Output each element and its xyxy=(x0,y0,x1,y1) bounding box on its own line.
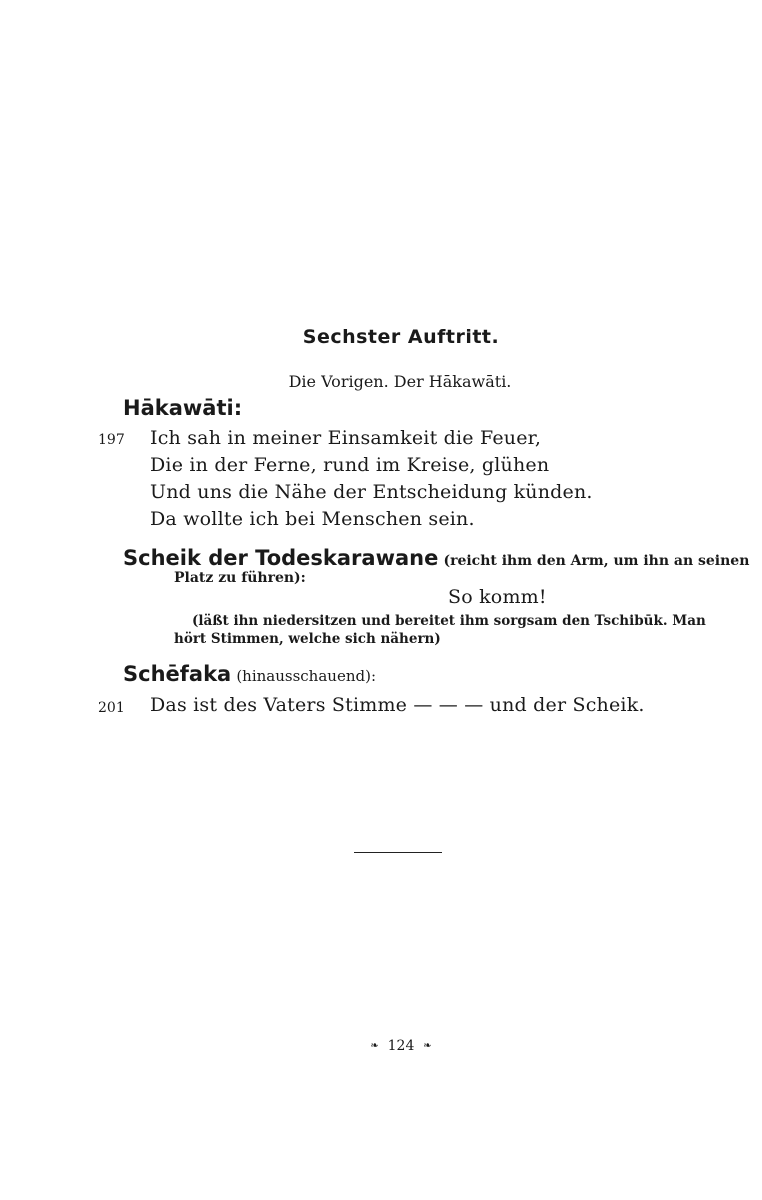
verse-line-4: Da wollte ich bei Menschen sein. xyxy=(150,508,475,530)
speech2-heading xyxy=(123,546,749,570)
ornament-left-icon: ❧ xyxy=(370,1040,379,1052)
speaker-scheik: Scheik der Todeskarawane xyxy=(123,546,439,570)
section-divider xyxy=(354,852,442,853)
ornament-right-icon: ❧ xyxy=(423,1040,432,1052)
stage-direction-scheik-1: (reicht ihm den Arm, um ihn an seinen xyxy=(443,553,750,569)
line-number-197: 197 xyxy=(98,432,125,448)
stage-direction-after-2: hört Stimmen, welche sich nähern) xyxy=(174,631,441,647)
speaker-hakawati: Hākawāti: xyxy=(123,396,243,420)
page-footer xyxy=(0,1038,762,1054)
stage-direction-after-1: (läßt ihn niedersitzen und bereitet ihm sorgsam den Tschibūk. Man xyxy=(192,613,706,629)
line-number-201: 201 xyxy=(98,700,125,716)
stage-direction-schefaka: (hinausschauend): xyxy=(236,667,376,685)
verse-line-3: Und uns die Nähe der Entscheidung künden. xyxy=(150,481,593,503)
verse-line-201: Das ist des Vaters Stimme — — — und der Scheik. xyxy=(150,694,645,716)
speech3-heading xyxy=(123,662,376,686)
verse-line-2: Die in der Ferne, rund im Kreise, glühen xyxy=(150,454,550,476)
verse-line-1: Ich sah in meiner Einsamkeit die Feuer, xyxy=(150,427,542,449)
page-number: 124 xyxy=(387,1038,415,1054)
stage-direction-scheik-2: Platz zu führen): xyxy=(174,570,306,586)
verse-so-komm: So komm! xyxy=(448,586,547,608)
speaker-schefaka: Schēfaka xyxy=(123,662,232,686)
stage-direction: Die Vorigen. Der Hākawāti. xyxy=(288,372,512,391)
scene-title: Sechster Auftritt. xyxy=(302,326,500,348)
